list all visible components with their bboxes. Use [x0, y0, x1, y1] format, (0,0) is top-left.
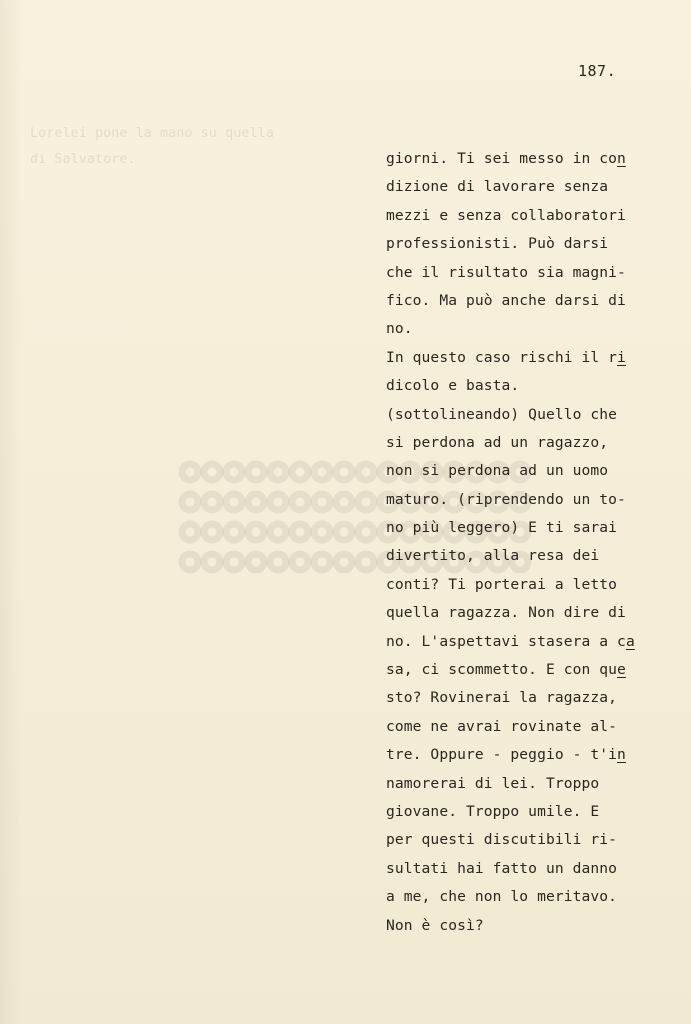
text-line: [386, 855, 686, 883]
text-line-content: giorni. Ti sei messo in co: [386, 150, 618, 167]
text-line: [386, 826, 686, 854]
text-line-content: maturo. (riprendendo un to-: [386, 490, 626, 508]
text-line: [386, 401, 686, 429]
underlined-syllable: n: [617, 746, 626, 764]
text-line: [386, 542, 686, 570]
text-line: [386, 798, 686, 826]
text-line-content: a me, che non lo meritavo.: [386, 888, 618, 906]
text-line-content: no più leggero) E ti sarai: [386, 519, 618, 537]
bleed-line: di Salvatore.: [30, 151, 136, 167]
text-line: [386, 230, 686, 258]
text-line-content: si perdona ad un ragazzo,: [386, 433, 609, 451]
text-line: [386, 344, 686, 372]
text-line: [386, 599, 686, 627]
text-line-content: sultati hai fatto un danno: [386, 859, 618, 877]
bleed-through-text: [30, 120, 330, 172]
text-line-content: per questi discutibili ri-: [386, 831, 618, 849]
text-line: [386, 713, 686, 741]
text-line-content: quella ragazza. Non dire di: [386, 604, 626, 622]
page-number: 187.: [578, 62, 617, 80]
text-line-content: mezzi e senza collaboratori: [386, 206, 626, 224]
text-line-content: fico. Ma può anche darsi di: [386, 291, 626, 309]
text-line: [386, 770, 686, 798]
text-line: [386, 287, 686, 315]
text-line-content: come ne avrai rovinate al-: [386, 717, 618, 735]
text-line: [386, 145, 686, 173]
text-line-content: non si perdona ad un uomo: [386, 462, 609, 480]
text-line: [386, 429, 686, 457]
text-line: [386, 315, 686, 343]
text-line-content: In questo caso rischi il r: [386, 348, 618, 366]
text-line-content: dizione di lavorare senza: [386, 178, 609, 196]
underlined-syllable: i: [617, 348, 626, 366]
text-line-content: no.: [386, 320, 413, 338]
text-line-content: (sottolineando) Quello che: [386, 405, 618, 423]
text-line: [386, 684, 686, 712]
text-line: [386, 912, 686, 940]
text-line-content: conti? Ti porterai a letto: [386, 575, 618, 593]
text-line-content: sto? Rovinerai la ragazza,: [386, 689, 618, 707]
text-line: [386, 457, 686, 485]
text-line: [386, 259, 686, 287]
text-line: [386, 656, 686, 684]
text-line: [386, 372, 686, 400]
text-line: [386, 202, 686, 230]
text-line: [386, 514, 686, 542]
body-text: [386, 145, 686, 940]
text-line-content: divertito, alla resa dei: [386, 547, 600, 565]
text-line-content: namorerai di lei. Troppo: [386, 774, 600, 792]
bleed-line: Lorelei pone la mano su quella: [30, 125, 274, 141]
text-line-content: professionisti. Può darsi: [386, 235, 609, 253]
text-line: [386, 486, 686, 514]
text-line-content: che il risultato sia magni-: [386, 263, 626, 281]
underlined-syllable: a: [625, 632, 635, 650]
text-line-content: no. L'aspettavi stasera a c: [386, 632, 626, 650]
text-line-content: tre. Oppure - peggio - t'i: [386, 746, 618, 764]
text-line-content: dicolo e basta.: [386, 377, 520, 395]
text-line-content: Non è così?: [386, 916, 484, 934]
text-line: [386, 883, 686, 911]
text-line-content: sa, ci scommetto. E con qu: [386, 661, 618, 679]
text-line: [386, 628, 686, 656]
underlined-syllable: n: [617, 150, 626, 167]
text-line: [386, 571, 686, 599]
text-line: [386, 741, 686, 769]
text-line-content: giovane. Troppo umile. E: [386, 802, 600, 820]
underlined-syllable: e: [617, 661, 626, 679]
text-line: [386, 173, 686, 201]
